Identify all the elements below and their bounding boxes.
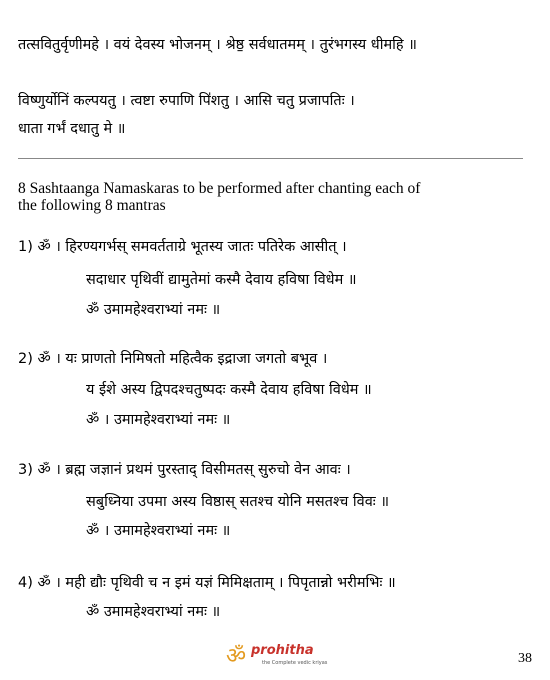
instruction-line-2: the following 8 mantras [18,197,166,214]
mantra-1-line-3: ॐ उमामहेश्वराभ्यां नमः ॥ [86,302,221,318]
verse-line-1: तत्सवितुर्वृणीमहे । वयं देवस्य भोजनम् । श्रेष्ठ॒ सर्वधातमम् । तुरंभगस्य धीमहि ॥ [18,37,417,53]
mantra-4-line-1: 4) ॐ । मही द्यौः पृथिवी च न इमं यज्ञं मिमिक्षताम् । पिपृतान्नो भरीमभिः ॥ [18,575,396,591]
mantra-4-line-3: ॐ उमामहेश्वराभ्यां नमः ॥ [86,604,221,620]
instruction-line-1: 8 Sashtaanga Namaskaras to be performed after chanting each of [18,180,421,197]
brand-name: prohitha [251,643,314,658]
mantra-1-line-2: सदाधार पृथिवीं द्यामुतेमां कस्मै देवाय हविषा विधेम ॥ [86,272,357,288]
mantra-2-line-1: 2) ॐ । यः प्राणतो निमिषतो महित्वैक इद्राजा जगतो बभूव । [18,351,328,367]
mantra-3-line-2: सबुध्निया उपमा अस्य विष्ठास् सतश्च योनि मसतश्च विवः ॥ [86,494,390,510]
mantra-3-line-1: 3) ॐ । ब्रह्म जज्ञानं प्रथमं पुरस्ताद् विसीमतस् सुरुचो वेन आवः । [18,462,351,478]
svg-text:ॐ: ॐ [226,644,247,669]
verse-line-3: धाता गर्भं दधातु मे ॥ [18,121,126,137]
mantra-3-line-3: ॐ । उमामहेश्वराभ्यां नमः ॥ [86,523,231,539]
mantra-2-line-2: य ईशे अस्य द्विपदश्चतुष्पदः कस्मै देवाय हविषा विधेम ॥ [86,382,372,398]
mantra-1-line-1: 1) ॐ । हिरण्यगर्भस् समवर्तताग्रे भूतस्य जातः पतिरेक आसीत् । [18,239,347,255]
verse-line-2: विष्णुर्योनिं कल्पयतु । त्वष्टा रुपाणि पि॑शतु । आसि चतु प्रजापतिः । [18,93,355,109]
mantra-2-line-3: ॐ । उमामहेश्वराभ्यां नमः ॥ [86,412,231,428]
page-number: 38 [518,651,532,666]
brand-tagline: the Complete vedic kriyas [262,660,328,666]
section-divider [18,158,523,159]
